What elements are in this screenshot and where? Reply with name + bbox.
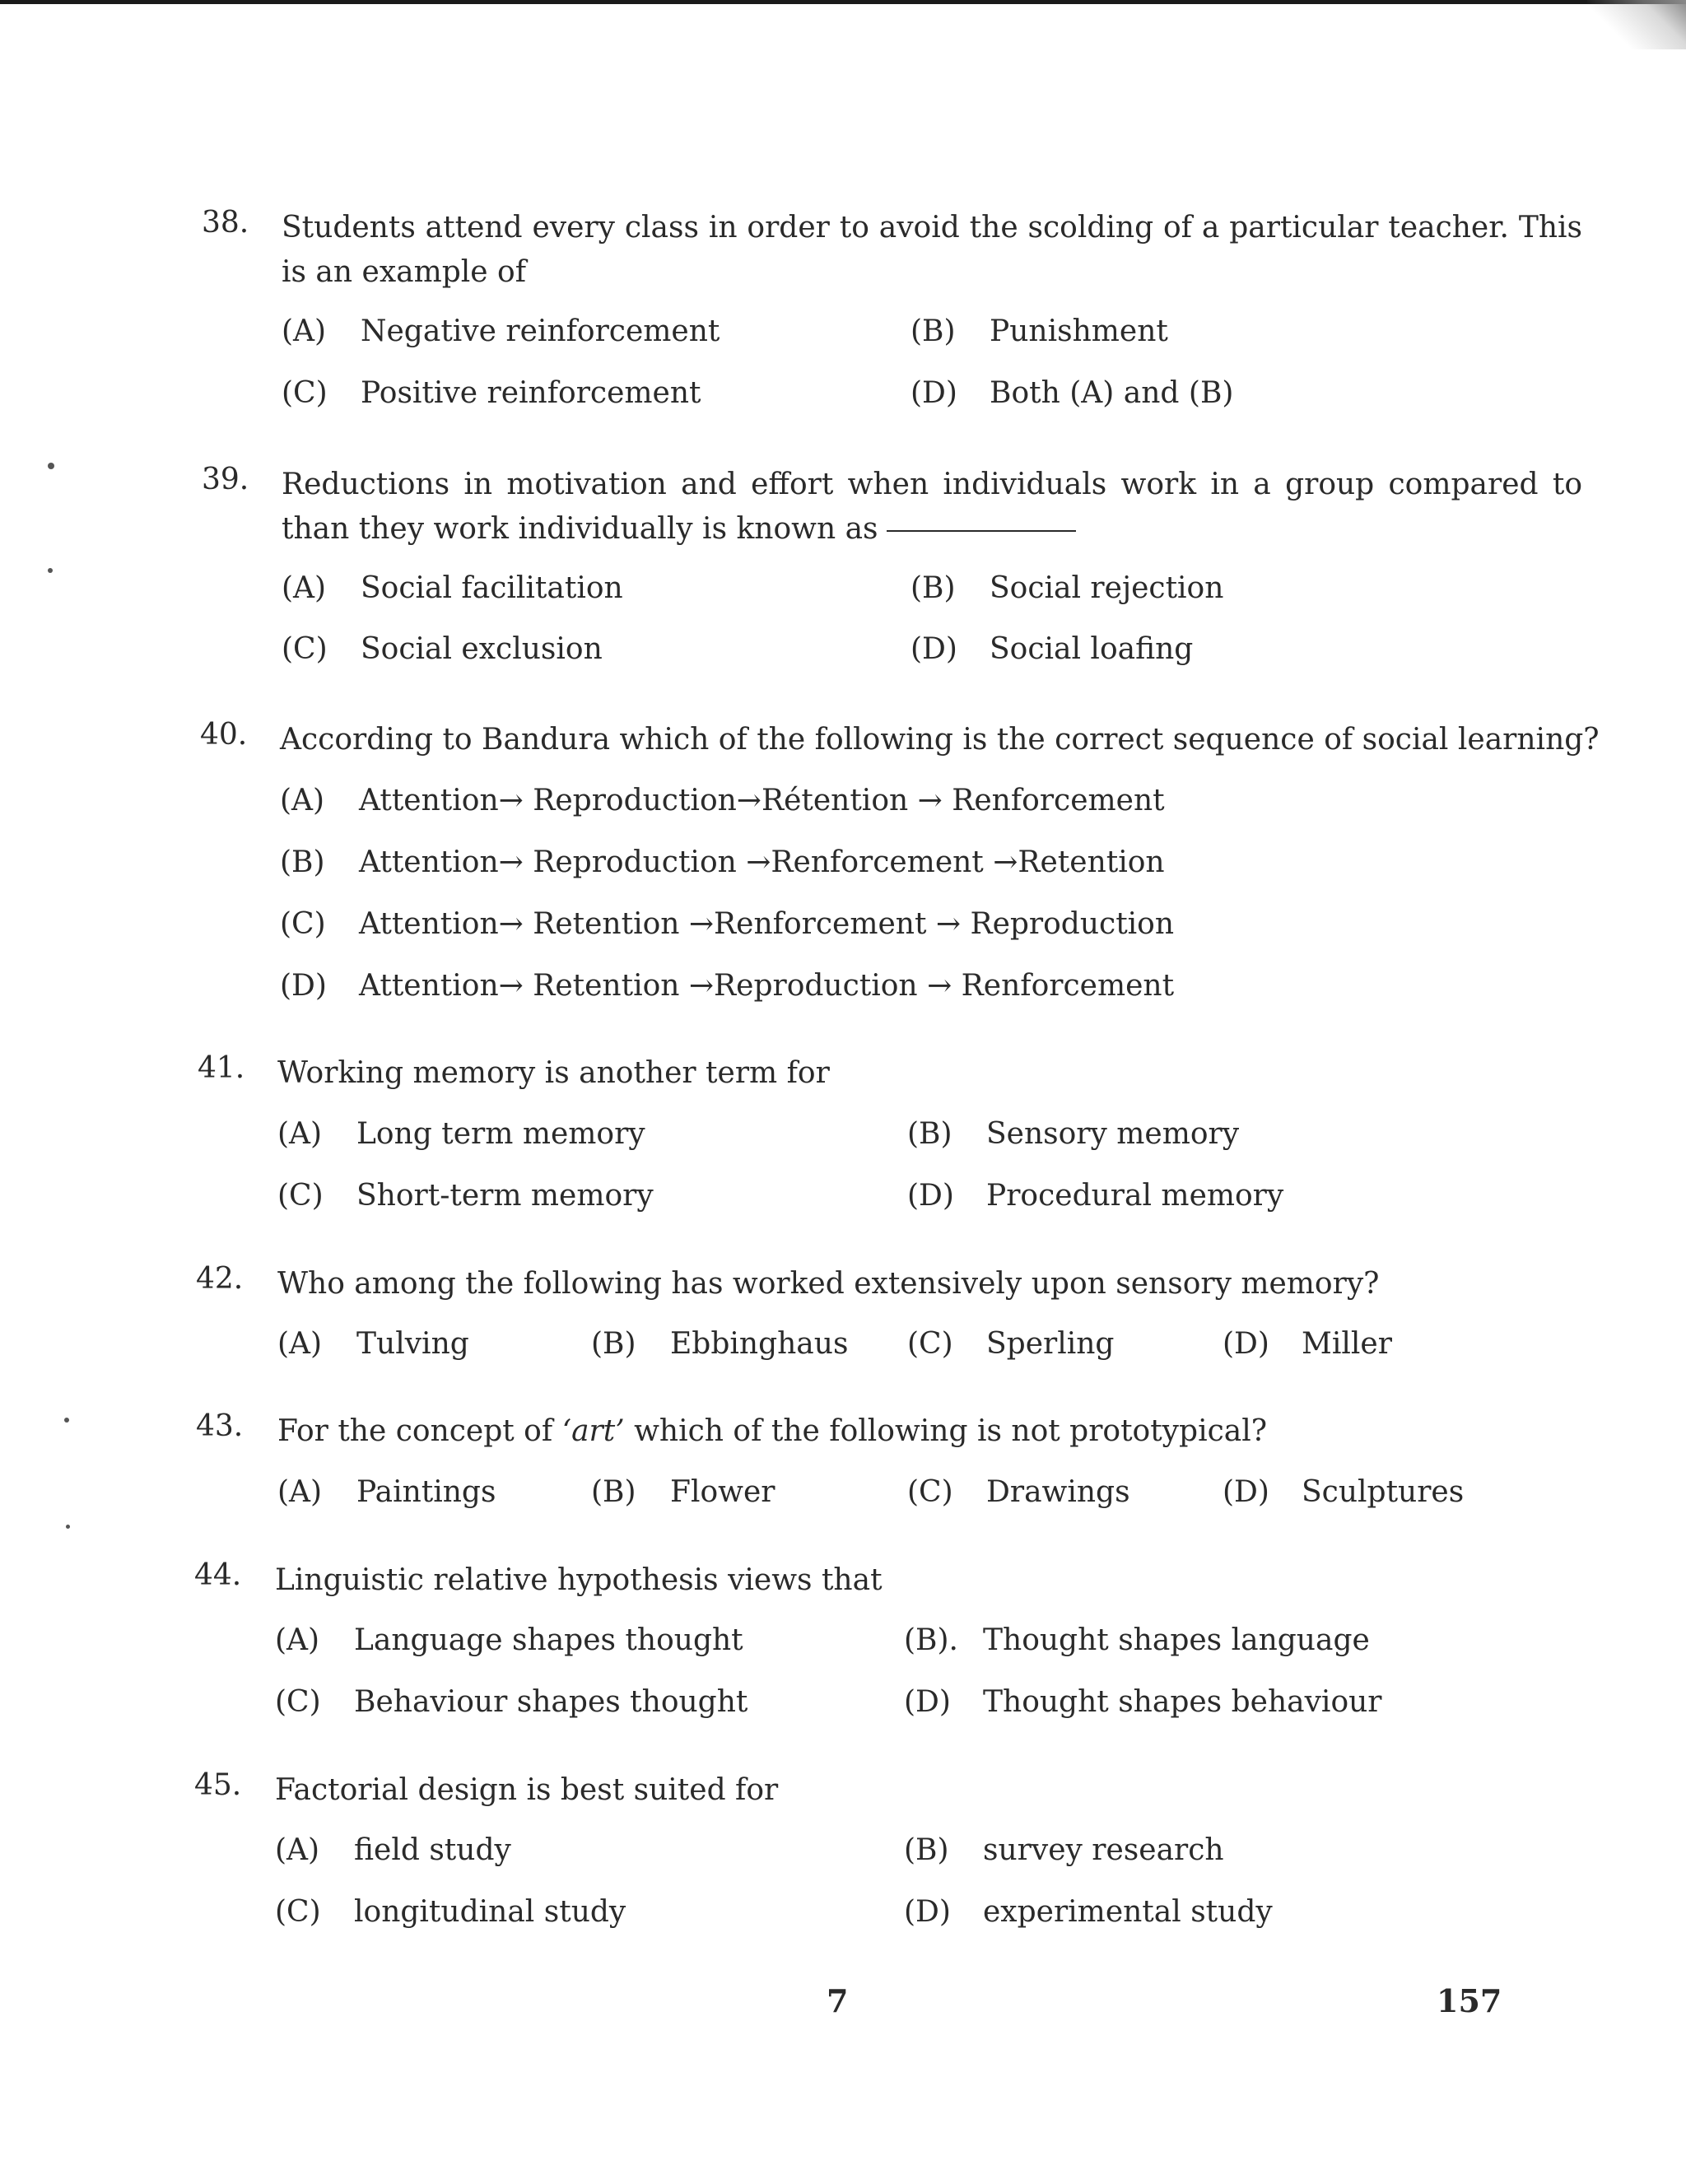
option-text: Social facilitation (361, 571, 623, 605)
option-label: (B) (280, 845, 325, 879)
option-c (282, 632, 603, 666)
option-text: Sculptures (1302, 1475, 1465, 1509)
option-text: Social exclusion (361, 632, 603, 666)
option-text: Sensory memory (986, 1117, 1240, 1151)
option-a (275, 1623, 743, 1657)
option-label: (D) (280, 969, 327, 1003)
question-text: Working memory is another term for (277, 1056, 830, 1090)
option-label: (B) (591, 1327, 636, 1361)
option-label: (A) (280, 784, 325, 817)
option-d (911, 376, 1233, 410)
option-a (275, 1833, 511, 1867)
question-text-italic: ‘art’ (561, 1414, 625, 1448)
question-text (277, 1409, 1578, 1454)
question-number: 41. (198, 1051, 245, 1085)
option-text: Sperling (986, 1327, 1115, 1361)
option-a (282, 571, 623, 605)
question-text-after: which of the following is not prototypical? (624, 1414, 1268, 1448)
option-a (277, 1327, 469, 1361)
option-label: (C) (275, 1895, 321, 1929)
option-text: Drawings (986, 1475, 1130, 1509)
option-label: (A) (277, 1327, 323, 1361)
question-text-before: For the concept of (277, 1414, 562, 1448)
option-text: field study (354, 1833, 511, 1867)
option-text: Negative reinforcement (361, 314, 720, 348)
option-label: (C) (282, 376, 328, 410)
option-a (277, 1475, 496, 1509)
option-text: longitudinal study (354, 1895, 626, 1929)
option-d (1223, 1327, 1392, 1361)
option-label: (A) (282, 314, 327, 348)
option-text: Attention→ Reproduction→Rétention → Renforcement (359, 784, 1165, 817)
option-text: survey research (983, 1833, 1224, 1867)
option-a (280, 784, 1165, 817)
option-c (275, 1895, 626, 1929)
option-label: (D) (1223, 1475, 1269, 1509)
question-number: 40. (200, 718, 248, 752)
option-text: Attention→ Reproduction →Renforcement →Retention (359, 845, 1165, 879)
option-label: (D) (911, 632, 957, 666)
option-text: Punishment (990, 314, 1168, 348)
option-label: (B) (591, 1475, 636, 1509)
option-a (277, 1117, 645, 1151)
option-label: (D) (904, 1895, 951, 1929)
scan-speck (64, 1418, 69, 1423)
scan-speck (66, 1525, 70, 1529)
option-b (911, 571, 1223, 605)
question-text: Who among the following has worked extensively upon sensory memory? (277, 1267, 1380, 1301)
option-c (277, 1179, 654, 1213)
option-label: (C) (907, 1327, 953, 1361)
option-label: (C) (280, 907, 326, 941)
question-text: According to Bandura which of the following is the correct sequence of social learning? (280, 723, 1600, 757)
question-text: Students attend every class in order to avoid the scolding of a particular teacher. This is an example of (282, 211, 1582, 289)
option-b (904, 1623, 1370, 1657)
option-label: (A) (277, 1117, 323, 1151)
option-label: (C) (907, 1475, 953, 1509)
question-text: Linguistic relative hypothesis views that (275, 1563, 883, 1597)
option-label: (A) (282, 571, 327, 605)
option-c (280, 907, 1174, 941)
option-text: Ebbinghaus (670, 1327, 849, 1361)
option-b (904, 1833, 1224, 1867)
option-d (280, 969, 1174, 1003)
option-text: experimental study (983, 1895, 1273, 1929)
question-text: Factorial design is best suited for (275, 1773, 779, 1807)
option-label: (B) (904, 1833, 949, 1867)
option-text: Short-term memory (356, 1179, 654, 1213)
option-label: (B). (904, 1623, 958, 1657)
option-c (907, 1475, 1130, 1509)
question-text-content: Reductions in motivation and effort when individuals work in a group compared to than they work individually is known as (282, 468, 1582, 546)
scan-speck (48, 568, 53, 573)
option-text: Attention→ Retention →Renforcement → Reproduction (359, 907, 1175, 941)
option-text: Attention→ Retention →Reproduction → Renforcement (359, 969, 1175, 1003)
option-text: Paintings (356, 1475, 496, 1509)
option-label: (A) (275, 1833, 320, 1867)
option-c (282, 376, 701, 410)
option-label: (C) (282, 632, 328, 666)
option-label: (B) (907, 1117, 952, 1151)
option-d (911, 632, 1193, 666)
option-b (907, 1117, 1239, 1151)
option-label: (A) (277, 1475, 323, 1509)
option-label: (D) (904, 1685, 951, 1719)
option-text: Language shapes thought (354, 1623, 743, 1657)
question-number: 42. (196, 1262, 244, 1296)
option-label: (D) (1223, 1327, 1269, 1361)
option-label: (B) (911, 314, 956, 348)
option-d (904, 1685, 1382, 1719)
page-number: 7 (827, 1982, 849, 2019)
option-c (275, 1685, 748, 1719)
question-number: 45. (194, 1768, 242, 1802)
scan-speck (48, 463, 54, 469)
paper-code: 157 (1437, 1982, 1502, 2019)
option-b (280, 845, 1165, 879)
option-text: Flower (670, 1475, 775, 1509)
option-text: Both (A) and (B) (990, 376, 1234, 410)
option-label: (A) (275, 1623, 320, 1657)
question-number: 38. (202, 206, 249, 240)
option-b (591, 1475, 775, 1509)
option-label: (B) (911, 571, 956, 605)
option-label: (D) (907, 1179, 954, 1213)
option-d (1223, 1475, 1464, 1509)
option-label: (D) (911, 376, 957, 410)
option-text: Long term memory (356, 1117, 645, 1151)
option-text: Positive reinforcement (361, 376, 701, 410)
scan-edge (0, 0, 1686, 4)
option-text: Social rejection (990, 571, 1224, 605)
option-text: Social loafing (990, 632, 1194, 666)
answer-blank (887, 530, 1076, 532)
option-text: Behaviour shapes thought (354, 1685, 748, 1719)
question-number: 39. (202, 463, 249, 496)
question-number: 44. (194, 1558, 242, 1592)
option-b (591, 1327, 848, 1361)
scan-corner-shade (1587, 0, 1686, 49)
question-number: 43. (196, 1409, 244, 1443)
option-text: Thought shapes language (983, 1623, 1370, 1657)
option-label: (C) (277, 1179, 324, 1213)
option-text: Thought shapes behaviour (983, 1685, 1382, 1719)
option-label: (C) (275, 1685, 321, 1719)
option-c (907, 1327, 1114, 1361)
option-text: Tulving (356, 1327, 469, 1361)
option-d (907, 1179, 1283, 1213)
option-a (282, 314, 720, 348)
option-text: Miller (1302, 1327, 1392, 1361)
option-d (904, 1895, 1273, 1929)
question-text (282, 463, 1582, 552)
option-b (911, 314, 1168, 348)
option-text: Procedural memory (986, 1179, 1284, 1213)
